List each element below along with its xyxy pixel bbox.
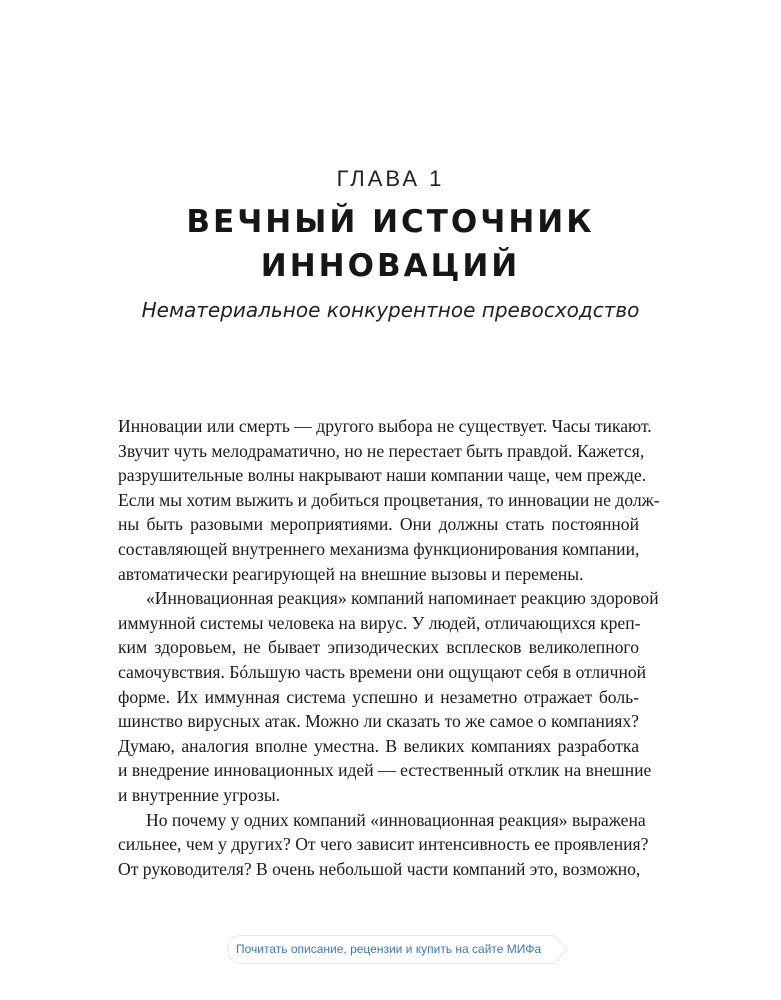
chapter-subtitle: Нематериальное конкурентное превосходство <box>141 298 640 322</box>
link-tab-arrow <box>541 936 568 963</box>
buy-link[interactable] <box>227 935 555 964</box>
text-line: и внутренние угрозы. <box>118 784 281 805</box>
text-line: Если мы хотим выжить и добиться процветания, то инновации не долж- <box>118 489 660 510</box>
text-line: Думаю, аналогия вполне уместна. В великих компаниях разработка <box>118 735 639 756</box>
text-line: разрушительные волны накрывают наши компании чаще, чем прежде. <box>118 465 647 486</box>
text-line: иммунной системы человека на вирус. У людей, отличающихся креп- <box>118 612 641 633</box>
body-text <box>118 414 660 881</box>
text-line: форме. Их иммунная система успешно и незаметно отражает боль- <box>118 686 639 707</box>
buy-link-label: Почитать описание, рецензии и купить на сайте МИФа <box>236 942 542 956</box>
text-line: сильнее, чем у других? От чего зависит интенсивность ее проявления? <box>118 834 649 855</box>
text-line: Инновации или смерть — другого выбора не существует. Часы тикают. <box>118 416 652 436</box>
chapter-title-line: ИННОВАЦИЙ <box>260 248 521 284</box>
text-line: шинство вирусных атак. Можно ли сказать то же самое о компаниях? <box>118 711 639 732</box>
chapter-title-line: ВЕЧНЫЙ ИСТОЧНИК <box>186 204 595 240</box>
chapter-title <box>0 200 781 288</box>
text-line: автоматически реагирующей на внешние вызовы и перемены. <box>118 563 584 584</box>
text-line: Звучит чуть мелодраматично, но не перестает быть правдой. Кажется, <box>118 440 645 461</box>
text-line: составляющей внутреннего механизма функционирования компании, <box>118 538 640 559</box>
text-line: Но почему у одних компаний «инновационная реакция» выражена <box>146 809 646 830</box>
text-line: От руководителя? В очень небольшой части компаний это, возможно, <box>118 858 641 879</box>
chapter-label: ГЛАВА 1 <box>336 166 445 191</box>
text-line: и внедрение инновационных идей — естественный отклик на внешние <box>118 760 652 781</box>
text-line: самочувствия. Бóльшую часть времени они ощущают себя в отличной <box>118 661 647 682</box>
text-line: «Инновационная реакция» компаний напоминает реакцию здоровой <box>146 588 659 609</box>
text-line: ны быть разовыми мероприятиями. Они должны стать постоянной <box>118 514 639 535</box>
text-line: ким здоровьем, не бывает эпизодических всплесков великолепного <box>118 637 639 658</box>
